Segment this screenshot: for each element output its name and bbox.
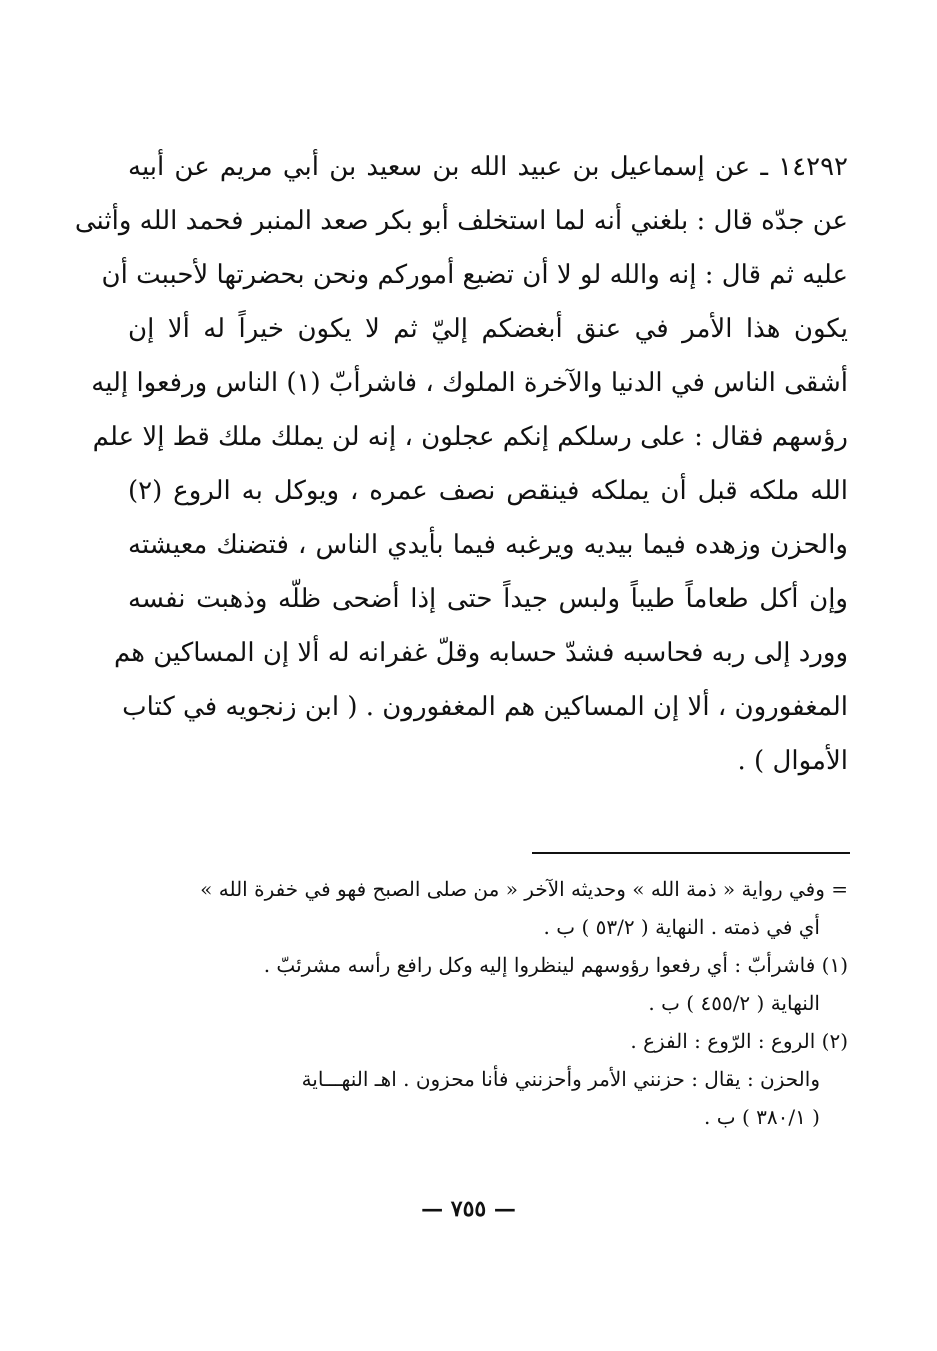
- footnote-line: ( ٣٨٠/١ ) ب .: [704, 1105, 820, 1129]
- footnote-line: (١) فاشرأبّ : أي رفعوا رؤوسهم لينظروا إليه وكل رافع رأسه مشرئبّ .: [263, 953, 848, 977]
- footnote-divider: [532, 852, 850, 854]
- footnote-line: والحزن : يقال : حزنني الأمر وأحزنني فأنا محزون . اهـ النهـــاية: [301, 1067, 820, 1091]
- footnote-line: النهاية ( ٤٥٥/٢ ) ب .: [648, 991, 820, 1015]
- text-line: وورد إلى ربه فحاسبه فشدّ حسابه وقلّ غفرانه له ألا إن المساكين هم: [113, 638, 848, 668]
- text-line: يكون هذا الأمر في عنق أبغضكم إليّ ثم لا يكون خيراً له ألا إن: [128, 314, 848, 344]
- text-line: عن جدّه قال : بلغني أنه لما استخلف أبو بكر صعد المنبر فحمد الله وأثنى: [74, 206, 848, 236]
- text-line: عليه ثم قال : إنه والله لو لا أن تضيع أموركم ونحن بحضرتها لأحببت أن: [101, 260, 848, 290]
- text-line: الله ملكه قبل أن يملكه فينقص نصف عمره ، ويوكل به الروع (٢): [128, 476, 848, 506]
- footnote-line: (٢) الروع : الرّوع : الفزع .: [630, 1029, 848, 1053]
- footnote-line: = وفي رواية « ذمة الله » وحديثه الآخر « من صلى الصبح فهو في خفرة الله »: [200, 877, 848, 901]
- text-line: الأموال ) .: [737, 746, 848, 776]
- text-line: والحزن وزهده فيما بيديه ويرغبه فيما بأيدي الناس ، فتضنك معيشته: [128, 530, 848, 560]
- text-line: المغفورون ، ألا إن المساكين هم المغفورون . ( ابن زنجويه في كتاب: [122, 692, 848, 722]
- page-number: — ٧٥٥ —: [421, 1196, 516, 1222]
- footnotes: [128, 870, 848, 1136]
- text-line: ١٤٢٩٢ ـ عن إسماعيل بن عبيد الله بن سعيد بن أبي مريم عن أبيه: [128, 152, 848, 182]
- hadith-text: [74, 140, 848, 788]
- text-line: وإن أكل طعاماً طيباً ولبس جيداً حتى إذا أضحى ظلّه وذهبت نفسه: [128, 584, 848, 614]
- text-line: أشقى الناس في الدنيا والآخرة الملوك ، فاشرأبّ (١) الناس ورفعوا إليه: [91, 368, 848, 398]
- footnote-line: أي في ذمته . النهاية ( ٥٣/٢ ) ب .: [543, 915, 820, 939]
- text-line: رؤسهم فقال : على رسلكم إنكم عجلون ، إنه لن يملك ملك قط إلا علم: [92, 422, 848, 452]
